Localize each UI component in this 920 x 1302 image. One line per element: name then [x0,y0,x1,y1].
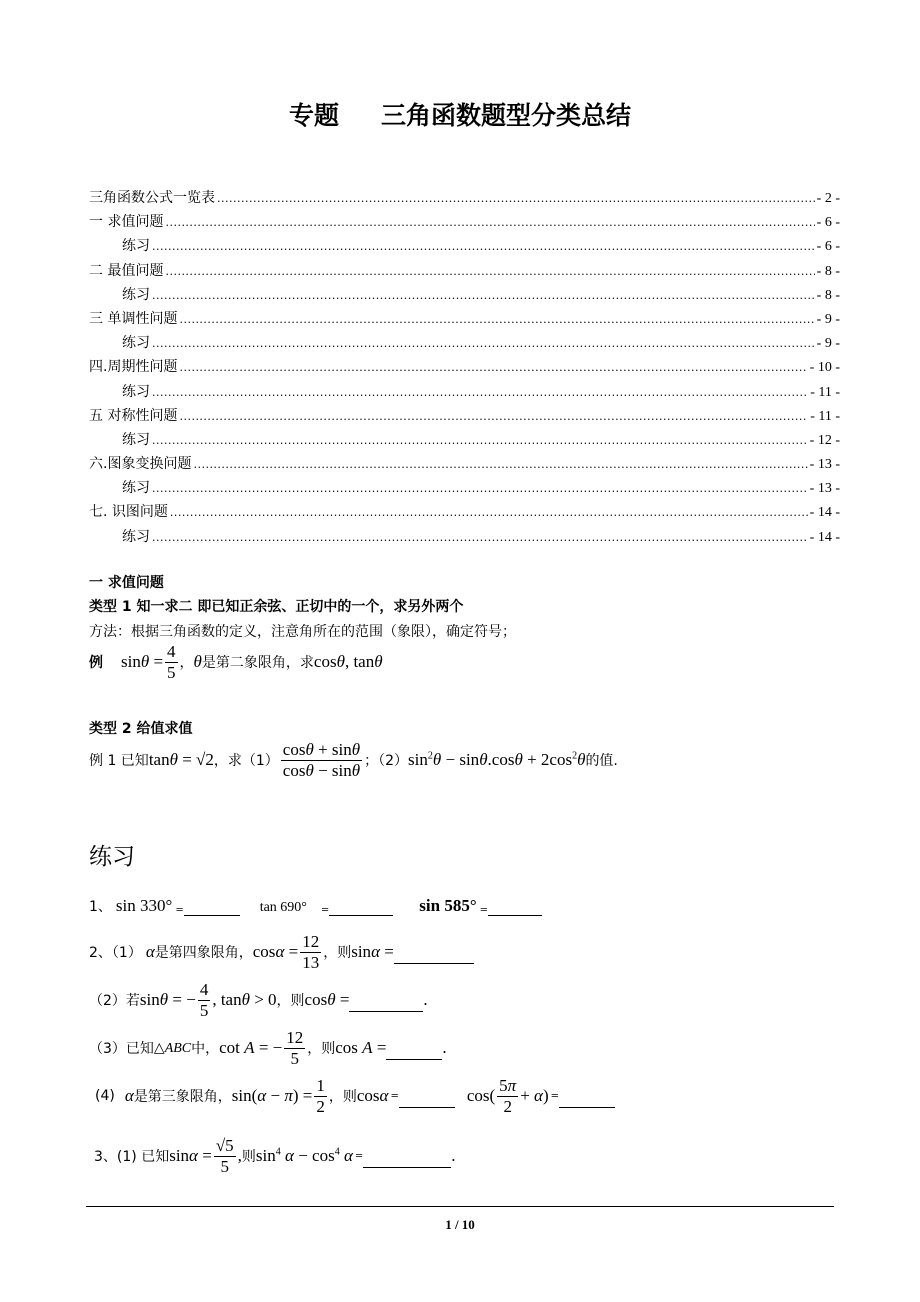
example1-line: 例 1 已知 tanθ = √2 ，求（1） $\frac{\cos\theta + \sin\theta}{\cos\theta - \sin\theta}$ ；（2） $\sin^2\theta - \sin\theta.\cos\theta + 2\cos^2\theta$ 的值. [89,740,618,780]
toc-label: 三 单调性问题 [89,310,178,327]
toc-label: 练习 [122,431,150,448]
table-of-contents [89,186,840,549]
question-2-3: （3）已知 △ABC 中， cot A = − $\frac{12}{5}$ ，则 cos A = . [89,1028,447,1068]
toc-page-number: - 12 - [809,432,840,448]
question-2-1: 2、（1） α 是第四象限角， cosα = $\frac{12}{13}$ ，则 sinα = [89,932,474,972]
toc-label: 练习 [122,528,150,545]
toc-leader [179,356,807,380]
toc-page-number: - 14 - [809,529,840,545]
q2-4-label: (4) [95,1088,115,1105]
fraction: $\frac{12}{13}$ [302,932,320,972]
toc-entry[interactable] [89,404,840,428]
toc-page-number: - 6 - [816,215,840,231]
q2-text1: 是第四象限角， [154,945,253,962]
toc-entry[interactable] [89,283,840,307]
fraction: $\frac{5\pi}{2}$ [499,1076,517,1116]
toc-page-number: - 8 - [816,287,840,303]
question-1: 1、 sin 330° = tan 690° = sin 585° = [89,896,542,916]
page-title [0,96,920,132]
toc-page-number: - 9 - [816,311,840,327]
section-heading: 一 求值问题 [89,575,164,591]
fraction: $\frac{1}{2}$ [316,1076,325,1116]
toc-page-number: - 2 - [816,191,840,206]
example-mid: 是第二象限角，求 [201,655,314,672]
toc-leader [193,453,807,477]
ex1-prefix: 例 1 已知 [89,753,149,770]
toc-leader [165,211,814,235]
toc-label: 一 求值问题 [89,214,164,231]
toc-page-number: - 13 - [809,457,840,473]
answer-blank[interactable] [394,949,474,964]
answer-blank[interactable] [184,901,240,916]
answer-blank[interactable] [386,1045,442,1060]
toc-leader [152,526,808,550]
toc-entry[interactable] [89,307,840,331]
toc-leader [152,477,808,501]
fraction: $\frac{\cos\theta + \sin\theta}{\cos\theta - \sin\theta}$ [282,740,361,780]
ex1-mid2: ；（2） [364,753,409,770]
q2-3-label: （3）已知 [89,1041,154,1058]
ex1-suffix: 的值. [585,753,618,770]
toc-page-number: - 11 - [810,408,840,424]
toc-label: 练习 [122,238,150,255]
question-2-4: (4) α 是第三象限角， sin(α − π) = $\frac{1}{2}$ ，则 cosα = cos( $\frac{5\pi}{2}$ + α) = [89,1076,615,1116]
toc-label: 二 最值问题 [89,262,164,279]
toc-page-number: - 10 - [809,360,840,376]
ex1-mid: ，求（1） [213,753,279,770]
fraction: $\frac{12}{5}$ [286,1028,304,1068]
toc-label: 七. 识图问题 [89,504,168,521]
toc-entry[interactable] [89,428,840,452]
toc-label: 五 对称性问题 [89,407,178,424]
q1-a: sin 330° [115,896,173,915]
toc-entry[interactable] [89,234,840,258]
toc-entry[interactable] [89,210,840,234]
answer-blank[interactable] [349,997,423,1012]
answer-blank[interactable] [559,1093,615,1108]
toc-page-number: - 9 - [816,336,840,352]
q1-b: tan 690° [259,900,307,915]
q2-label: 2、（1） [89,945,142,962]
toc-leader [152,284,815,308]
question-2-2: （2）若 sinθ = − $\frac{4}{5}$ , tanθ > 0 ，则 cosθ = . [89,980,428,1020]
fraction: $\frac{4}{5}$ [199,980,209,1020]
toc-entry[interactable] [89,355,840,379]
toc-entry[interactable] [89,259,840,283]
toc-leader [152,381,808,405]
toc-leader [217,187,815,211]
toc-leader [152,332,815,356]
toc-leader [179,308,814,332]
toc-entry[interactable] [89,331,840,355]
toc-label: 三角函数公式一览表 [89,190,215,206]
answer-blank[interactable] [399,1093,455,1108]
toc-label: 练习 [122,383,150,400]
toc-label: 练习 [122,286,150,303]
q1-label: 1、 [89,899,112,915]
toc-entry[interactable] [89,186,840,210]
toc-entry[interactable] [89,380,840,404]
toc-label: 练习 [122,480,150,497]
page-number: 1 / 10 [445,1217,475,1232]
example-label: 例 [89,655,103,672]
answer-blank[interactable] [329,901,393,916]
toc-leader [170,501,808,525]
fraction: $\frac{4}{5}$ [167,642,176,682]
toc-entry[interactable] [89,476,840,500]
toc-label: 四.周期性问题 [89,359,178,376]
q1-c: sin 585° [419,896,477,915]
toc-label: 六.图象变换问题 [89,456,192,473]
title-part1: 专题 [288,101,339,130]
toc-entry[interactable] [89,500,840,524]
type2-heading: 类型 2 给值求值 [89,721,193,737]
type1-heading: 类型 1 知一求二 即已知正余弦、正切中的一个，求另外两个 [89,599,464,615]
q2-2-label: （2）若 [89,993,140,1010]
toc-page-number: - 6 - [816,239,840,255]
toc-page-number: - 14 - [809,505,840,521]
toc-page-number: - 8 - [816,263,840,279]
answer-blank[interactable] [488,901,542,916]
q3-label: 3、(1) 已知 [94,1149,170,1166]
method-text: 方法：根据三角函数的定义，注意角所在的范围（象限），确定符号； [89,624,516,640]
toc-page-number: - 11 - [810,384,840,400]
toc-leader [165,260,814,284]
question-3: 3、(1) 已知 sinα = $\frac{√5}{5}$ , 则 $\sin^4 \alpha - \cos^4 \alpha$ = . [94,1136,456,1176]
toc-entry[interactable] [89,525,840,549]
practice-heading: 练习 [89,844,135,870]
example-line: 例 sinθ = $\frac{4}{5}$ ， θ 是第二象限角，求 cosθ, tanθ [89,642,383,682]
toc-leader [179,405,808,429]
toc-label: 练习 [122,335,150,352]
toc-page-number: - 13 - [809,481,840,497]
toc-leader [152,429,808,453]
title-part2: 三角函数题型分类总结 [381,101,632,130]
fraction: $\frac{√5}{5}$ [215,1136,234,1176]
answer-blank[interactable] [363,1153,451,1168]
q2-4-text: 是第三象限角， [133,1089,232,1106]
toc-leader [152,235,815,259]
footer-divider [86,1206,834,1207]
toc-entry[interactable] [89,452,840,476]
